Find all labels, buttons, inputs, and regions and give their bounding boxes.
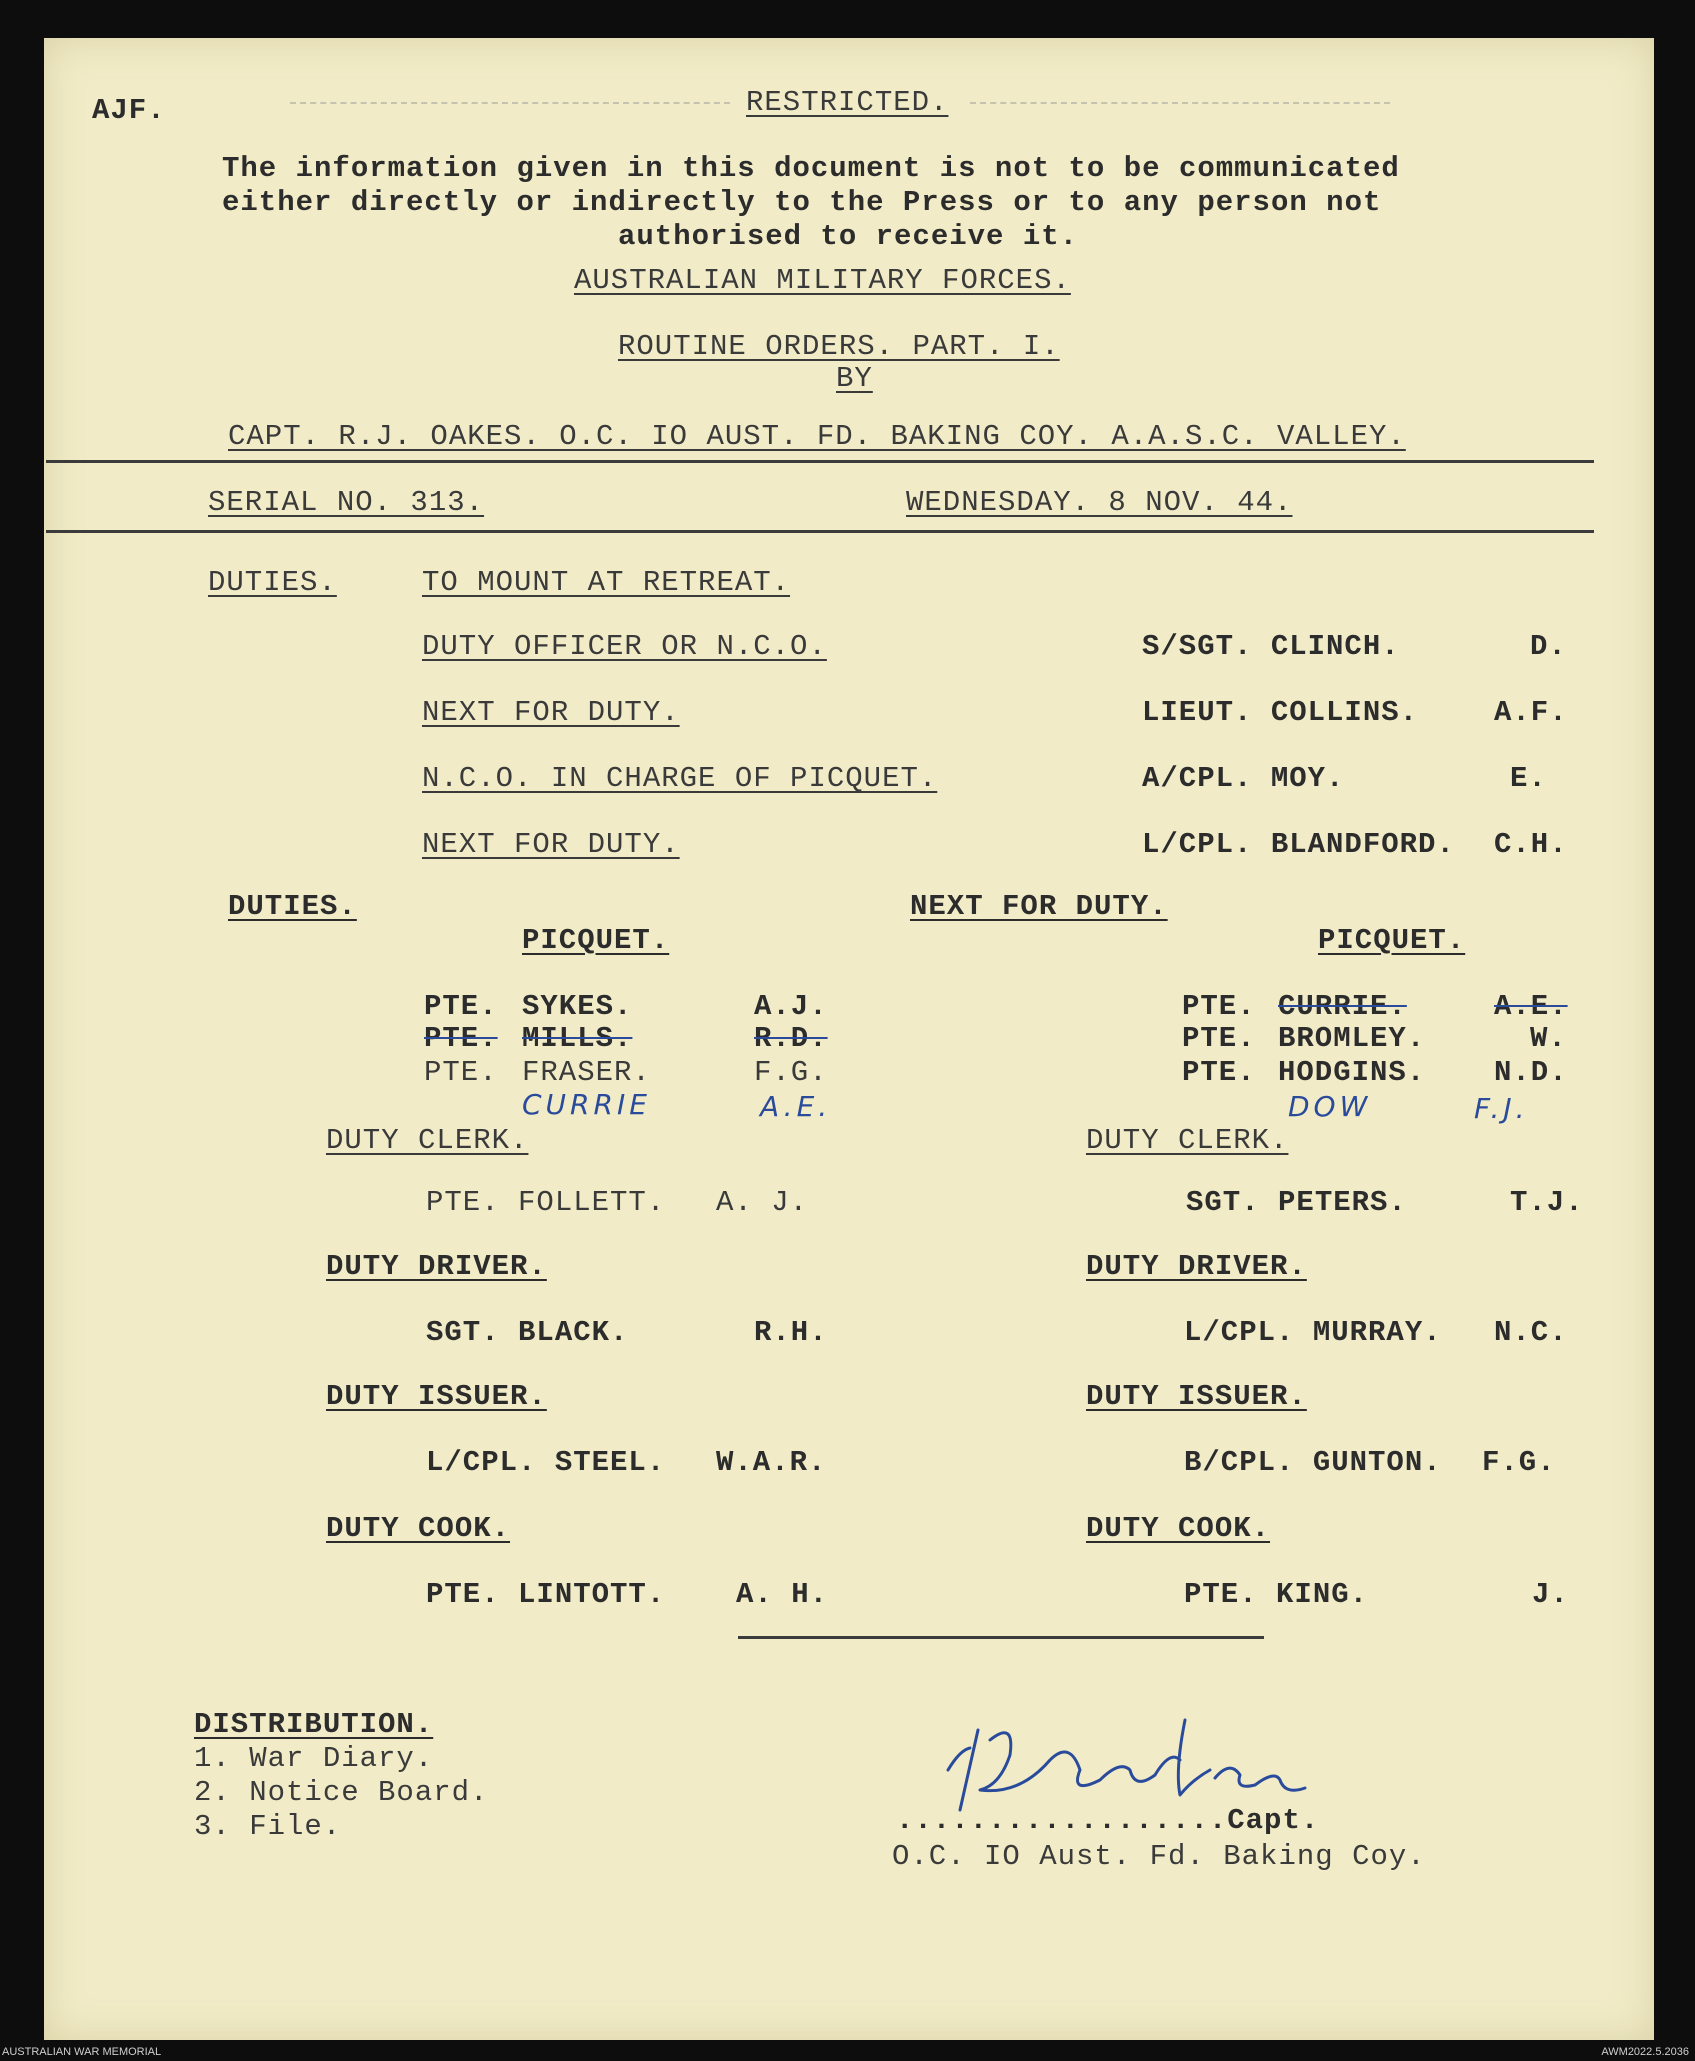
duty-role: NEXT FOR DUTY. [422, 696, 680, 729]
section-initials: N.C. [1494, 1316, 1568, 1349]
serial-number: SERIAL NO. 313. [208, 486, 485, 519]
force-heading: AUSTRALIAN MILITARY FORCES. [574, 264, 1071, 297]
by-label: BY [836, 362, 873, 395]
section-title: DUTY DRIVER. [326, 1250, 547, 1283]
picquet-rank-struck: PTE. [424, 1022, 498, 1055]
duty-initials: D. [1530, 630, 1567, 663]
notice-line-3: authorised to receive it. [618, 220, 1079, 253]
section-entry: B/CPL. GUNTON. [1184, 1446, 1442, 1479]
section-initials: A. H. [736, 1578, 829, 1611]
notice-line-2: either directly or indirectly to the Press or to any person not [222, 186, 1382, 219]
section-initials: T.J. [1510, 1186, 1584, 1219]
next-for-duty-heading: NEXT FOR DUTY. [910, 890, 1168, 923]
picquet-rank: PTE. [1182, 1056, 1256, 1089]
picquet-initials: N.D. [1494, 1056, 1568, 1089]
picquet-rank: PTE. [1182, 990, 1256, 1023]
section-initials: W.A.R. [716, 1446, 827, 1479]
picquet-initials-struck: A.E. [1494, 990, 1568, 1023]
picquet-rank: PTE. [1182, 1022, 1256, 1055]
section-initials: A. J. [716, 1186, 809, 1219]
section-entry: L/CPL. STEEL. [426, 1446, 666, 1479]
picquet-rank: PTE. [424, 990, 498, 1023]
duties-bottom-label: DUTIES. [228, 890, 357, 923]
picquet-name: FRASER. [522, 1056, 651, 1089]
section-title: DUTY CLERK. [1086, 1124, 1289, 1157]
section-title: DUTY DRIVER. [1086, 1250, 1307, 1283]
issuer-line: CAPT. R.J. OAKES. O.C. IO AUST. FD. BAKING COY. A.A.S.C. VALLEY. [228, 420, 1406, 453]
section-initials: R.H. [754, 1316, 828, 1349]
handwritten-replacement-name: DOW [1288, 1090, 1372, 1123]
section-entry: SGT. BLACK. [426, 1316, 629, 1349]
signatory-title: O.C. IO Aust. Fd. Baking Coy. [892, 1840, 1426, 1873]
duty-initials: E. [1510, 762, 1547, 795]
picquet-rank: PTE. [424, 1056, 498, 1089]
section-entry: PTE. KING. [1184, 1578, 1369, 1611]
handwritten-replacement-initials: A.E. [760, 1090, 832, 1123]
notice-line-1: The information given in this document is not to be communicated [222, 152, 1400, 185]
header-dashes-right [970, 102, 1390, 104]
picquet-initials: A.J. [754, 990, 828, 1023]
picquet-heading-right: PICQUET. [1318, 924, 1466, 957]
section-initials: J. [1532, 1578, 1569, 1611]
duty-rank-name: S/SGT. CLINCH. [1142, 630, 1400, 663]
picquet-name-struck: CURRIE. [1278, 990, 1407, 1023]
top-rule [46, 460, 1594, 463]
section-title: DUTY ISSUER. [1086, 1380, 1307, 1413]
picquet-initials-struck: R.D. [754, 1022, 828, 1055]
reference-code: AJF. [92, 94, 166, 127]
section-entry: L/CPL. MURRAY. [1184, 1316, 1442, 1349]
duty-rank-name: A/CPL. MOY. [1142, 762, 1345, 795]
duty-initials: C.H. [1494, 828, 1568, 861]
order-type-heading: ROUTINE ORDERS. PART. I. [618, 330, 1060, 363]
picquet-initials: F.G. [754, 1056, 828, 1089]
handwritten-replacement-name: CURRIE [522, 1088, 651, 1121]
picquet-initials: W. [1530, 1022, 1567, 1055]
order-date: WEDNESDAY. 8 NOV. 44. [906, 486, 1293, 519]
duty-rank-name: L/CPL. BLANDFORD. [1142, 828, 1455, 861]
signature-dots: ..................Capt. [896, 1804, 1320, 1837]
section-entry: PTE. LINTOTT. [426, 1578, 666, 1611]
section-entry: SGT. PETERS. [1186, 1186, 1407, 1219]
section-title: DUTY COOK. [326, 1512, 511, 1545]
picquet-name: BROMLEY. [1278, 1022, 1426, 1055]
section-entry: PTE. FOLLETT. [426, 1186, 666, 1219]
classification-heading: RESTRICTED. [746, 86, 949, 119]
closing-rule [738, 1636, 1264, 1639]
picquet-heading-left: PICQUET. [522, 924, 670, 957]
distribution-item: 1. War Diary. [194, 1742, 434, 1775]
second-rule [46, 530, 1594, 533]
picquet-name: SYKES. [522, 990, 633, 1023]
duty-rank-name: LIEUT. COLLINS. [1142, 696, 1419, 729]
footer-accession: AWM2022.5.2036 [1601, 2046, 1689, 2058]
duty-initials: A.F. [1494, 696, 1568, 729]
picquet-name: HODGINS. [1278, 1056, 1426, 1089]
distribution-item: 2. Notice Board. [194, 1776, 489, 1809]
duty-role: DUTY OFFICER OR N.C.O. [422, 630, 827, 663]
distribution-title: DISTRIBUTION. [194, 1708, 434, 1741]
section-initials: F.G. [1482, 1446, 1556, 1479]
duties-label: DUTIES. [208, 566, 337, 599]
section-title: DUTY CLERK. [326, 1124, 529, 1157]
section-title: DUTY COOK. [1086, 1512, 1271, 1545]
handwritten-replacement-initials: F.J. [1474, 1092, 1529, 1125]
section-title: DUTY ISSUER. [326, 1380, 547, 1413]
header-dashes-left [290, 102, 730, 104]
picquet-name-struck: MILLS. [522, 1022, 633, 1055]
footer-archive: AUSTRALIAN WAR MEMORIAL [2, 2046, 162, 2058]
mount-subheading: TO MOUNT AT RETREAT. [422, 566, 791, 599]
distribution-item: 3. File. [194, 1810, 342, 1843]
duty-role: N.C.O. IN CHARGE OF PICQUET. [422, 762, 938, 795]
duty-role: NEXT FOR DUTY. [422, 828, 680, 861]
